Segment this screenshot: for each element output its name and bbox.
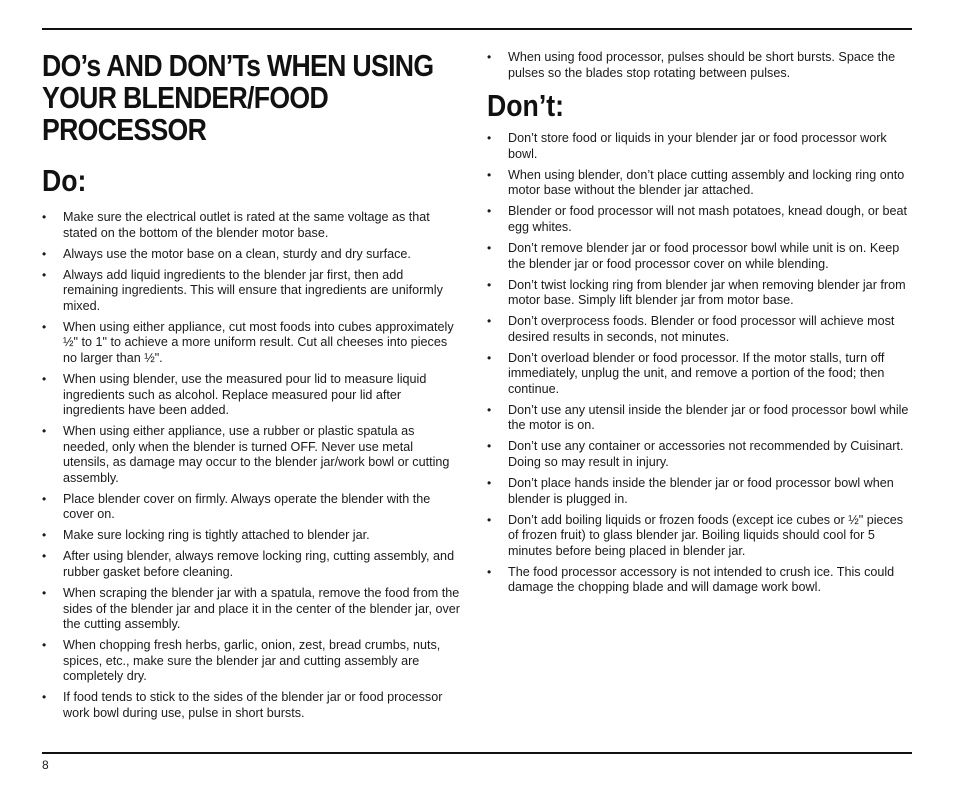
list-item: • Don’t overprocess foods. Blender or food processor will achieve most desired results in seconds, not minutes. <box>487 314 912 345</box>
list-item: • Don’t store food or liquids in your blender jar or food processor work bowl. <box>487 131 912 162</box>
do-list-continued <box>487 50 912 81</box>
bottom-rule <box>42 752 912 754</box>
list-item: • Don’t twist locking ring from blender jar when removing blender jar from motor base. Simply lift blender jar from motor base. <box>487 278 912 309</box>
page-title: DO’s AND DON’Ts WHEN USING YOUR BLENDER/FOOD PROCESSOR <box>42 48 434 147</box>
list-item: • Always add liquid ingredients to the blender jar first, then add remaining ingredients. This will ensure that ingredients are uniformly mixed. <box>42 268 462 315</box>
page-number: 8 <box>42 758 49 772</box>
list-item: • Place blender cover on firmly. Always operate the blender with the cover on. <box>42 492 462 523</box>
list-item: • Don’t overload blender or food processor. If the motor stalls, turn off immediately, unplug the unit, and remove a portion of the food; then continue. <box>487 351 912 398</box>
list-item: • The food processor accessory is not intended to crush ice. This could damage the chopping blade and will damage work bowl. <box>487 565 912 596</box>
list-item: • When chopping fresh herbs, garlic, onion, zest, bread crumbs, nuts, spices, etc., make sure the blender jar and cutting assembly are completely dry. <box>42 638 462 685</box>
list-item: • When using either appliance, cut most foods into cubes approximately ½" to 1" to achieve a more uniform result. Cut all cheeses into pieces no larger than ½". <box>42 320 462 367</box>
list-item: • When scraping the blender jar with a spatula, remove the food from the sides of the blender jar and place it in the center of the blender jar, over the cutting assembly. <box>42 586 462 633</box>
list-item: • Make sure locking ring is tightly attached to blender jar. <box>42 528 462 544</box>
list-item: • Don’t place hands inside the blender jar or food processor bowl when blender is plugged in. <box>487 476 912 507</box>
list-item: • Don’t remove blender jar or food processor bowl while unit is on. Keep the blender jar or food processor cover on while blending. <box>487 241 912 272</box>
list-item: • When using blender, use the measured pour lid to measure liquid ingredients such as alcohol. Replace measured pour lid after ingredients have been added. <box>42 372 462 419</box>
list-item: • Blender or food processor will not mash potatoes, knead dough, or beat egg whites. <box>487 204 912 235</box>
dont-list <box>487 131 912 596</box>
list-item: • Don’t use any utensil inside the blender jar or food processor bowl while the motor is on. <box>487 403 912 434</box>
list-item: • When using blender, don’t place cutting assembly and locking ring onto motor base without the blender jar attached. <box>487 168 912 199</box>
list-item: • Always use the motor base on a clean, sturdy and dry surface. <box>42 247 462 263</box>
do-list <box>42 210 462 722</box>
top-rule <box>42 28 912 30</box>
list-item: • Make sure the electrical outlet is rated at the same voltage as that stated on the bottom of the blender motor base. <box>42 210 462 241</box>
do-heading: Do: <box>42 163 87 198</box>
list-item: • When using food processor, pulses should be short bursts. Space the pulses so the blades stop rotating between pulses. <box>487 50 912 81</box>
right-column <box>487 50 912 601</box>
list-item: • If food tends to stick to the sides of the blender jar or food processor work bowl during use, pulse in short bursts. <box>42 690 462 721</box>
list-item: • After using blender, always remove locking ring, cutting assembly, and rubber gasket before cleaning. <box>42 549 462 580</box>
list-item: • When using either appliance, use a rubber or plastic spatula as needed, only when the blender is turned OFF. Never use metal utensils, as damage may occur to the blender jar/work bowl or cutting assembly. <box>42 424 462 486</box>
dont-heading: Don’t: <box>487 88 564 124</box>
left-column <box>42 40 462 727</box>
list-item: • Don’t add boiling liquids or frozen foods (except ice cubes or ½" pieces of frozen fruit) to glass blender jar. Boiling liquids should cool for 5 minutes before being placed in blender jar. <box>487 513 912 560</box>
list-item: • Don’t use any container or accessories not recommended by Cuisinart. Doing so may result in injury. <box>487 439 912 470</box>
